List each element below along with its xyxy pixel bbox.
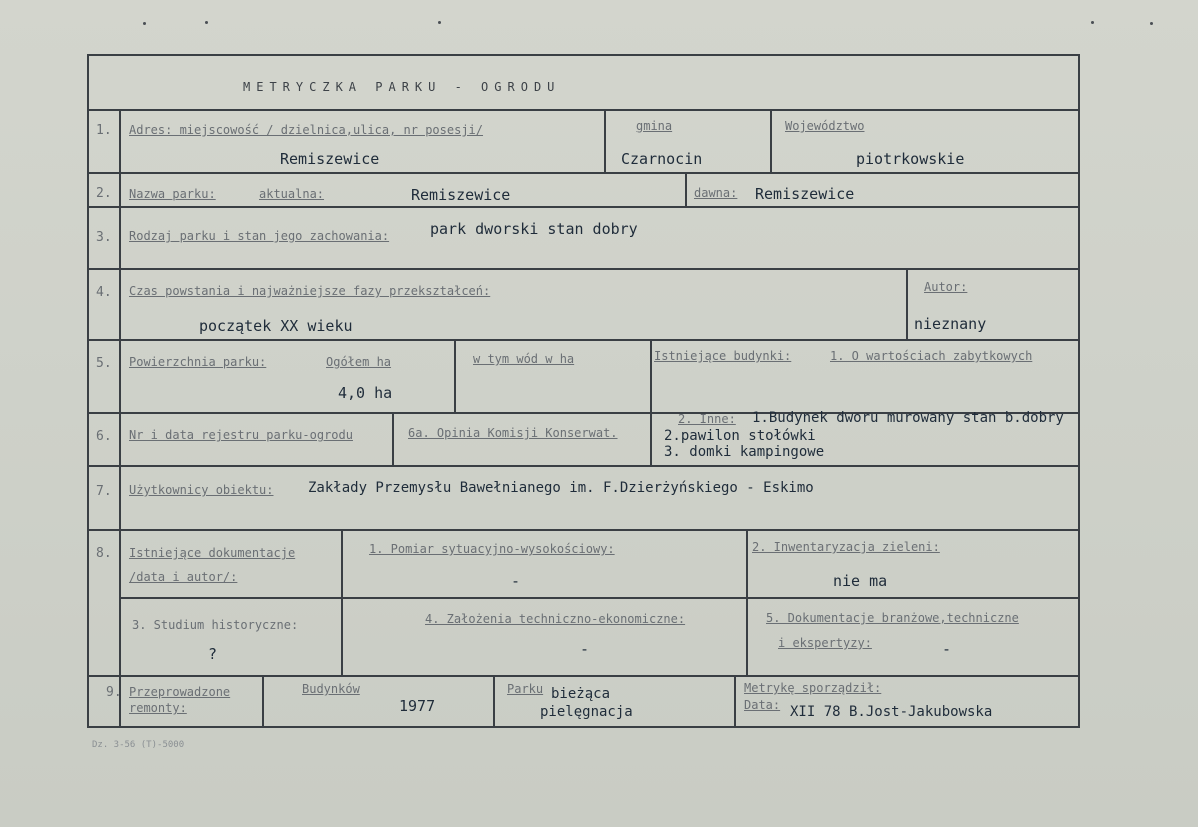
scan-speck (1150, 22, 1153, 25)
row-number-7: 7. (96, 484, 112, 499)
park-renovation-value-1: bieżąca (551, 686, 611, 702)
current-name-value: Remiszewice (411, 186, 511, 204)
row-divider (87, 268, 1080, 270)
column-line (734, 675, 736, 728)
current-name-label: aktualna: (259, 187, 325, 201)
row-divider (87, 109, 1080, 111)
row-number-5: 5. (96, 356, 112, 371)
row-divider (87, 172, 1080, 174)
other-building-2: 2.pawilon stołówki (664, 428, 816, 444)
other-buildings-label: 2. Inne: (678, 412, 736, 426)
column-line (493, 675, 495, 728)
renovations-label-2: remonty: (129, 701, 187, 715)
row-divider (87, 465, 1080, 467)
scan-speck (143, 22, 146, 25)
total-area-label: Ogółem ha (326, 355, 392, 369)
branch-docs-label-1: 5. Dokumentacje branżowe,techniczne (766, 611, 1019, 625)
gmina-label: gmina (636, 119, 673, 133)
column-line (746, 529, 748, 676)
area-label: Powierzchnia parku: (129, 355, 267, 369)
creation-time-value: początek XX wieku (199, 317, 353, 335)
number-column-line (119, 109, 121, 728)
park-renovation-label: Parku (507, 682, 544, 696)
row-number-1: 1. (96, 123, 112, 138)
branch-docs-label-2: i ekspertyzy: (778, 636, 872, 650)
scan-speck (205, 21, 208, 24)
voivodeship-label: Województwo (785, 119, 865, 133)
inventory-value: nie ma (833, 572, 888, 590)
column-line (685, 172, 687, 207)
historic-buildings-label: 1. O wartościach zabytkowych (830, 349, 1033, 363)
survey-value: - (511, 572, 521, 590)
buildings-renovation-label: Budynków (302, 682, 360, 696)
author-label: Autor: (924, 280, 968, 294)
park-renovation-value-2: pielęgnacja (540, 704, 633, 720)
prepared-by-label: Metrykę sporządził: (744, 681, 882, 695)
column-line (262, 675, 264, 728)
buildings-label: Istniejące budynki: (654, 349, 792, 363)
column-line (454, 339, 456, 413)
opinion-label: 6a. Opinia Komisji Konserwat. (408, 426, 618, 440)
print-code: Dz. 3-56 (T)-5000 (92, 740, 185, 750)
date-author-value: XII 78 B.Jost-Jakubowska (790, 704, 993, 720)
column-line (650, 412, 652, 466)
voivodeship-value: piotrkowskie (856, 150, 965, 168)
row-number-8: 8. (96, 546, 112, 561)
register-label: Nr i data rejestru parku-ogrodu (129, 428, 353, 442)
author-value: nieznany (914, 315, 987, 333)
survey-label: 1. Pomiar sytuacyjno-wysokościowy: (369, 542, 615, 556)
creation-time-label: Czas powstania i najważniejsze fazy przekształceń: (129, 284, 491, 298)
form-title: METRYCZKA PARKU - OGRODU (243, 80, 561, 94)
row-number-4: 4. (96, 285, 112, 300)
row-divider (87, 675, 1080, 677)
users-value: Zakłady Przemysłu Bawełnianego im. F.Dzierżyńskiego - Eskimo (308, 480, 814, 496)
gmina-value: Czarnocin (621, 150, 703, 168)
documentation-label-2: /data i autor/: (129, 570, 238, 584)
former-name-label: dawna: (694, 186, 738, 200)
park-name-label: Nazwa parku: (129, 187, 216, 201)
park-type-label: Rodzaj parku i stan jego zachowania: (129, 229, 390, 243)
column-line (906, 268, 908, 340)
row-divider (87, 206, 1080, 208)
column-line (392, 412, 394, 466)
other-building-1: 1.Budynek dworu murowany stan b.dobry (752, 410, 1064, 426)
other-building-3: 3. domki kampingowe (664, 444, 825, 460)
scan-speck (1091, 21, 1094, 24)
former-name-value: Remiszewice (755, 185, 855, 203)
renovations-label-1: Przeprowadzone (129, 685, 231, 699)
column-line (604, 109, 606, 173)
address-value: Remiszewice (280, 150, 380, 168)
water-area-label: w tym wód w ha (473, 352, 575, 366)
park-type-value: park dworski stan dobry (430, 220, 638, 238)
buildings-renovation-value: 1977 (399, 697, 436, 715)
row-number-6: 6. (96, 429, 112, 444)
address-label: Adres: miejscowość / dzielnica,ulica, nr posesji/ (129, 123, 484, 137)
documentation-label-1: Istniejące dokumentacje (129, 546, 296, 560)
tech-econ-value: - (580, 640, 590, 658)
inventory-label: 2. Inwentaryzacja zieleni: (752, 540, 940, 554)
column-line (770, 109, 772, 173)
row-number-3: 3. (96, 230, 112, 245)
tech-econ-label: 4. Założenia techniczno-ekonomiczne: (425, 612, 686, 626)
column-line (341, 529, 343, 676)
row-divider (87, 339, 1080, 341)
users-label: Użytkownicy obiektu: (129, 483, 274, 497)
date-label: Data: (744, 698, 781, 712)
row-divider (120, 597, 1080, 599)
row-divider (87, 529, 1080, 531)
scan-speck (438, 21, 441, 24)
history-study-value: ? (208, 645, 218, 663)
column-line (650, 339, 652, 413)
total-area-value: 4,0 ha (338, 384, 393, 402)
history-study-label: 3. Studium historyczne: (132, 618, 299, 632)
row-number-2: 2. (96, 186, 112, 201)
branch-docs-value: - (942, 640, 952, 658)
row-number-9: 9. (106, 685, 122, 700)
